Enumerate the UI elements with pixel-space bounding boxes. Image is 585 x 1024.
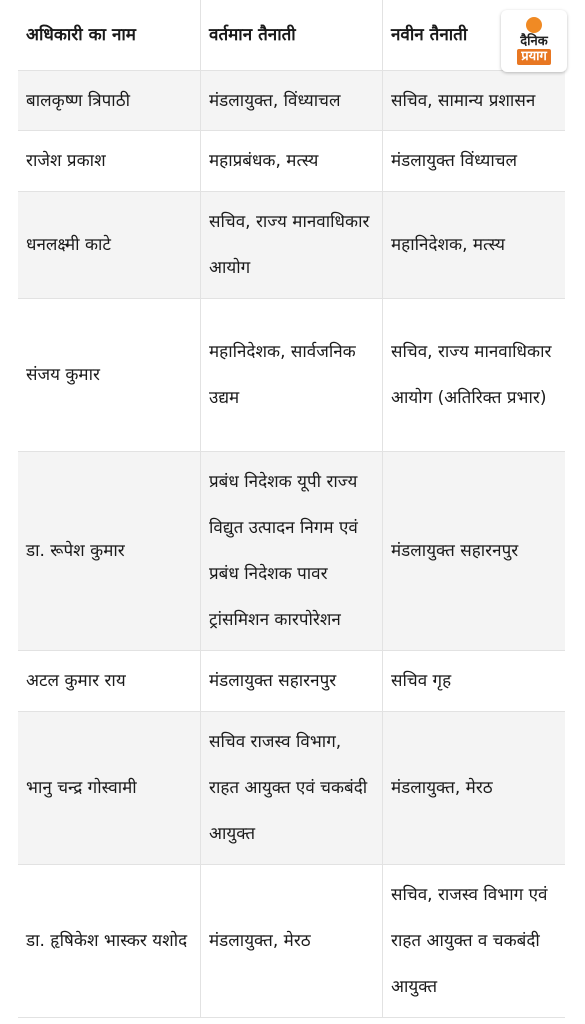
current-posting: मंडलायुक्त, मेरठ: [201, 865, 383, 1017]
table-row: [18, 651, 565, 712]
table-row: [18, 71, 565, 131]
officer-name: संजय कुमार: [18, 299, 201, 451]
table-row: [18, 131, 565, 192]
logo-text-line1: दैनिक: [520, 34, 548, 49]
current-posting: मंडलायुक्त, विंध्याचल: [201, 71, 383, 130]
header-officer-name: अधिकारी का नाम: [18, 0, 201, 70]
new-posting: महानिदेशक, मत्स्य: [391, 235, 505, 255]
table-row: [18, 452, 565, 651]
postings-table: [18, 0, 565, 1018]
new-posting: मंडलायुक्त विंध्याचल: [391, 151, 518, 171]
table-row: [18, 299, 565, 452]
dainik-prayag-logo: [501, 10, 567, 72]
logo-text-line2: प्रयाग: [517, 49, 551, 65]
new-posting: सचिव, सामान्य प्रशासन: [391, 90, 536, 111]
current-posting: महानिदेशक, सार्वजनिक उद्यम: [201, 299, 383, 451]
header-current-posting: वर्तमान तैनाती: [201, 0, 383, 70]
officer-name: अटल कुमार राय: [18, 651, 201, 711]
header-new-posting: नवीन तैनाती: [391, 25, 468, 45]
officer-name: बालकृष्ण त्रिपाठी: [18, 71, 201, 130]
new-posting: सचिव, राज्य मानवाधिकार आयोग (अतिरिक्त प्रभार): [391, 342, 552, 408]
officer-name: धनलक्ष्मी काटे: [18, 192, 201, 298]
table-row: [18, 192, 565, 299]
current-posting: सचिव, राज्य मानवाधिकार आयोग: [201, 192, 383, 298]
new-posting: सचिव, राजस्व विभाग एवं राहत आयुक्त व चकबंदी आयुक्त: [391, 885, 548, 997]
sun-icon: [526, 17, 542, 33]
new-posting: मंडलायुक्त सहारनपुर: [391, 541, 519, 561]
officer-name: राजेश प्रकाश: [18, 131, 201, 191]
officer-name: भानु चन्द्र गोस्वामी: [18, 712, 201, 864]
table-row: [18, 712, 565, 865]
current-posting: सचिव राजस्व विभाग, राहत आयुक्त एवं चकबंदी आयुक्त: [201, 712, 383, 864]
new-posting: मंडलायुक्त, मेरठ: [391, 778, 493, 798]
officer-name: डा. हृषिकेश भास्कर यशोद: [18, 865, 201, 1017]
new-posting: सचिव गृह: [391, 671, 452, 691]
current-posting: मंडलायुक्त सहारनपुर: [201, 651, 383, 711]
table-header: [18, 0, 565, 71]
current-posting: प्रबंध निदेशक यूपी राज्य विद्युत उत्पादन निगम एवं प्रबंध निदेशक पावर ट्रांसमिशन कारपोरेशन: [201, 452, 383, 650]
table-row: [18, 865, 565, 1018]
current-posting: महाप्रबंधक, मत्स्य: [201, 131, 383, 191]
officer-name: डा. रूपेश कुमार: [18, 452, 201, 650]
